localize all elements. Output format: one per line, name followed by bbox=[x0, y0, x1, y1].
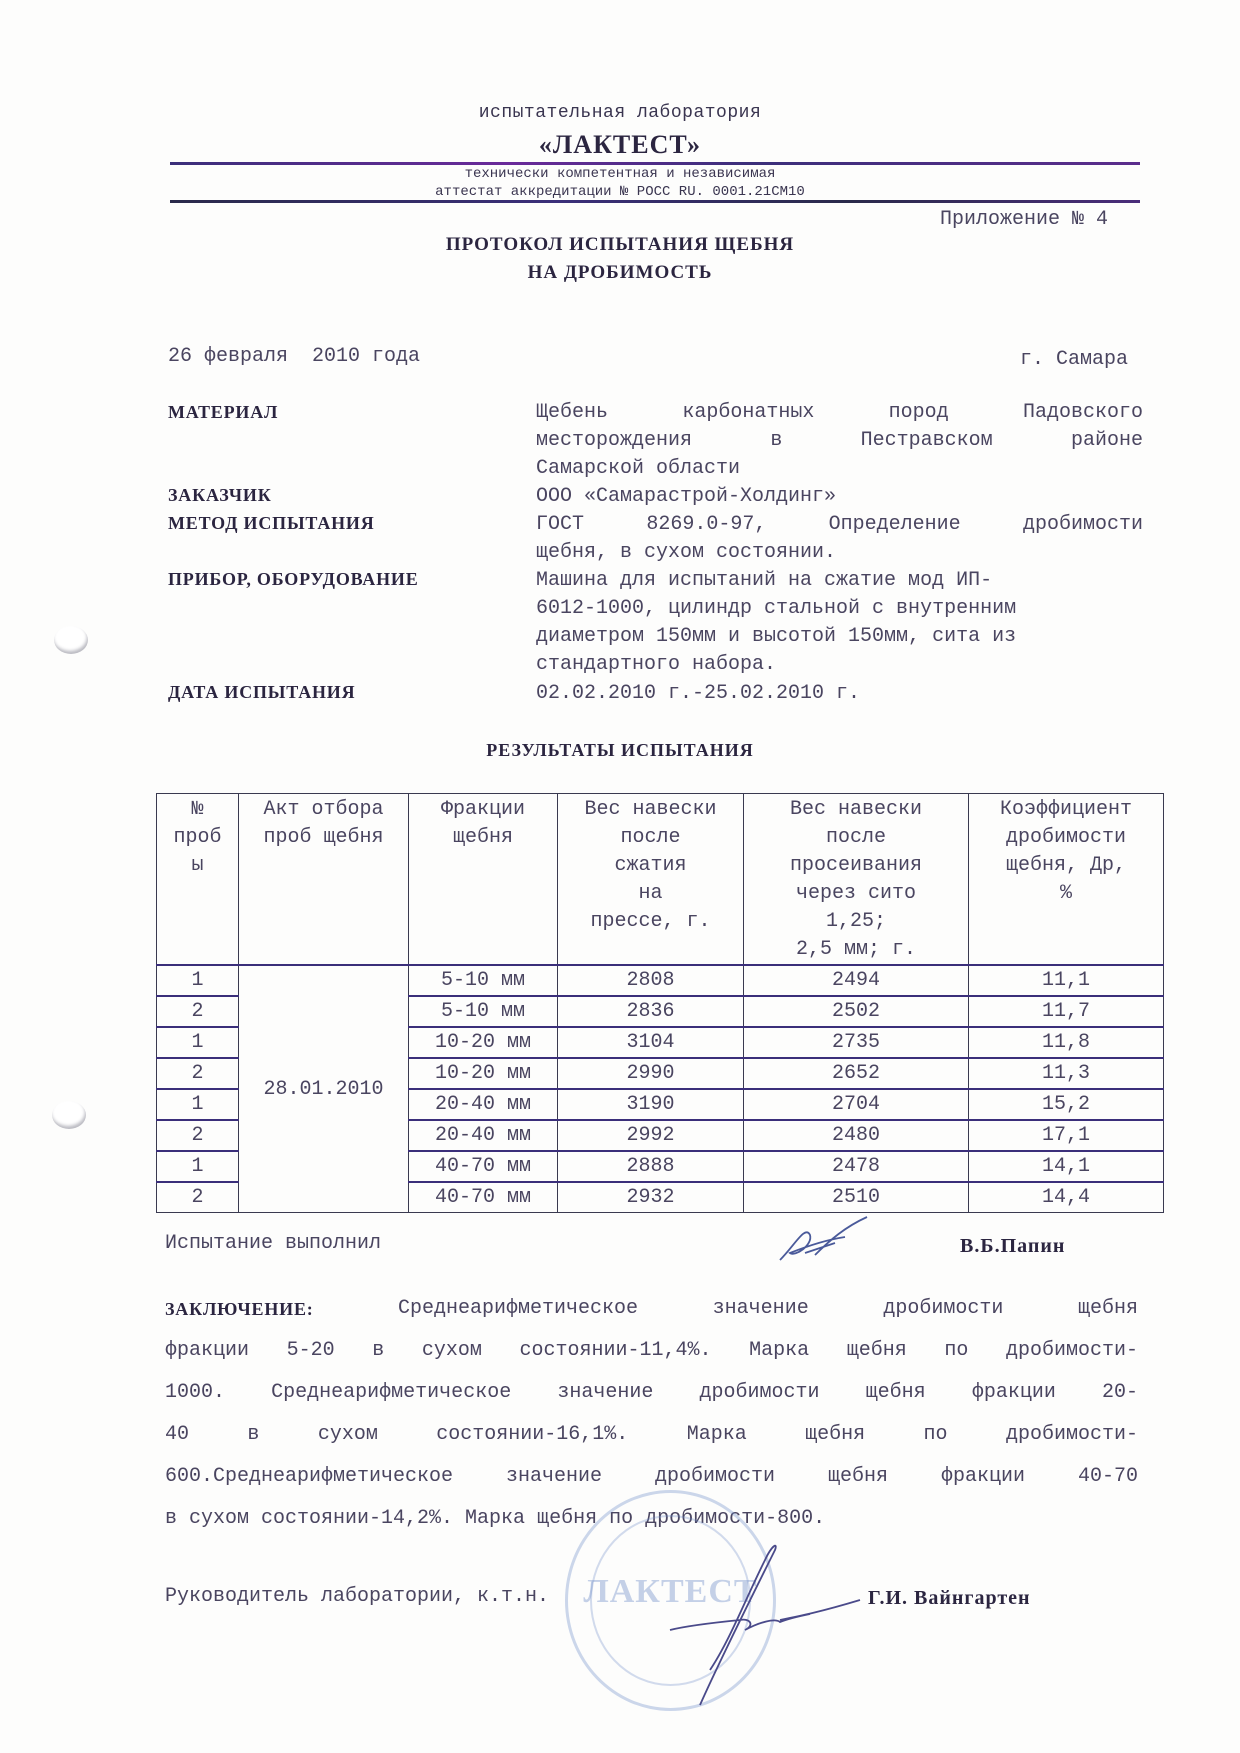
method-label: МЕТОД ИСПЫТАНИЯ bbox=[168, 513, 375, 533]
cell-weight-sieve: 2478 bbox=[744, 1151, 969, 1182]
cell-coefficient: 11,8 bbox=[969, 1027, 1164, 1058]
conclusion-line-2: фракции 5-20 в сухом состоянии-11,4%. Марка щебня по дробимости- bbox=[165, 1339, 1138, 1362]
cell-weight-press: 2932 bbox=[558, 1182, 744, 1213]
cell-fraction: 5-10 мм bbox=[409, 965, 558, 996]
col-header-sample-no bbox=[157, 794, 239, 966]
header-text: через сито bbox=[795, 882, 917, 905]
cell-weight-sieve: 2735 bbox=[744, 1027, 969, 1058]
header-text: после bbox=[620, 826, 681, 849]
equipment-label: ПРИБОР, ОБОРУДОВАНИЕ bbox=[168, 569, 419, 589]
col-header-weight-after-press bbox=[558, 794, 744, 966]
cell-fraction: 20-40 мм bbox=[409, 1089, 558, 1120]
cell-fraction: 10-20 мм bbox=[409, 1027, 558, 1058]
method-line-1: ГОСТ 8269.0-97, Определение дробимости bbox=[536, 513, 1143, 536]
cell-weight-press: 3104 bbox=[558, 1027, 744, 1058]
header-text: Фракции bbox=[440, 798, 525, 821]
conclusion-line-4: 40 в сухом состоянии-16,1%. Марка щебня по дробимости- bbox=[165, 1423, 1138, 1446]
conclusion-line-6: в сухом состоянии-14,2%. Марка щебня по дробимости-800. bbox=[165, 1507, 826, 1530]
document-title-line1: ПРОТОКОЛ ИСПЫТАНИЯ ЩЕБНЯ bbox=[445, 234, 795, 255]
col-header-act bbox=[239, 794, 409, 966]
cell-weight-press: 2836 bbox=[558, 996, 744, 1027]
cell-weight-press: 2888 bbox=[558, 1151, 744, 1182]
cell-fraction: 20-40 мм bbox=[409, 1120, 558, 1151]
cell-weight-sieve: 2510 bbox=[744, 1182, 969, 1213]
header-text: после bbox=[825, 826, 886, 849]
material-line-1: Щебень карбонатных пород Падовского bbox=[536, 401, 1143, 424]
col-header-fraction bbox=[409, 794, 558, 966]
table-header-row bbox=[157, 794, 1164, 966]
header-text: щебня bbox=[452, 826, 513, 849]
appendix-number: Приложение № 4 bbox=[939, 208, 1108, 231]
header-text: проб щебня bbox=[263, 826, 384, 849]
cell-coefficient: 11,1 bbox=[969, 965, 1164, 996]
header-text: Вес навески bbox=[789, 798, 923, 821]
cell-weight-press: 3190 bbox=[558, 1089, 744, 1120]
header-text: дробимости bbox=[1005, 826, 1127, 849]
lab-brand-name: «ЛАКТЕСТ» bbox=[538, 130, 702, 159]
header-text: на bbox=[638, 882, 663, 905]
method-line-2: щебня, в сухом состоянии. bbox=[536, 541, 837, 564]
cell-weight-press: 2990 bbox=[558, 1058, 744, 1089]
cell-sample-no: 1 bbox=[157, 1151, 239, 1182]
letterhead-rule-bottom bbox=[170, 200, 1140, 203]
equipment-value bbox=[536, 567, 1143, 679]
equipment-line-2: 6012-1000, цилиндр стальной с внутренним bbox=[536, 597, 1017, 620]
header-text: просеивания bbox=[789, 854, 923, 877]
head-of-lab-label: Руководитель лаборатории, к.т.н. bbox=[165, 1585, 550, 1608]
cell-weight-sieve: 2652 bbox=[744, 1058, 969, 1089]
cell-coefficient: 14,1 bbox=[969, 1151, 1164, 1182]
cell-fraction: 40-70 мм bbox=[409, 1151, 558, 1182]
header-text: 2,5 мм; г. bbox=[795, 938, 917, 961]
cell-sample-no: 1 bbox=[157, 965, 239, 996]
equipment-line-3: диаметром 150мм и высотой 150мм, сита из bbox=[536, 625, 1017, 648]
header-text: % bbox=[1059, 882, 1072, 905]
signature-icon bbox=[775, 1215, 875, 1265]
cell-coefficient: 11,3 bbox=[969, 1058, 1164, 1089]
header-text: Акт отбора bbox=[263, 798, 384, 821]
lab-type-line: испытательная лаборатория bbox=[478, 103, 762, 123]
conclusion-line-5: 600.Среднеарифметическое значение дробимости щебня фракции 40-70 bbox=[165, 1465, 1138, 1488]
material-label: МАТЕРИАЛ bbox=[168, 402, 279, 422]
customer-value: ООО «Самарастрой-Холдинг» bbox=[536, 485, 837, 508]
cell-sample-no: 2 bbox=[157, 996, 239, 1027]
test-date-value: 02.02.2010 г.-25.02.2010 г. bbox=[536, 682, 861, 705]
stamp-text: ЛАКТЕСТ bbox=[583, 1573, 758, 1610]
cell-fraction: 5-10 мм bbox=[409, 996, 558, 1027]
document-date: 26 февраля 2010 года bbox=[168, 345, 421, 368]
cell-act-date: 28.01.2010 bbox=[239, 965, 409, 1213]
cell-weight-sieve: 2502 bbox=[744, 996, 969, 1027]
cell-sample-no: 2 bbox=[157, 1120, 239, 1151]
head-signature-icon bbox=[660, 1530, 870, 1710]
header-text: щебня, Др, bbox=[1005, 854, 1127, 877]
equipment-line-4: стандартного набора. bbox=[536, 653, 777, 676]
cell-fraction: 10-20 мм bbox=[409, 1058, 558, 1089]
cell-weight-press: 2808 bbox=[558, 965, 744, 996]
header-text: Вес навески bbox=[584, 798, 717, 821]
results-table bbox=[156, 793, 1164, 1213]
equipment-line-1: Машина для испытаний на сжатие мод ИП- bbox=[536, 569, 993, 592]
cell-weight-sieve: 2480 bbox=[744, 1120, 969, 1151]
hole-punch-bottom bbox=[52, 1101, 86, 1129]
header-text: прессе, г. bbox=[590, 910, 711, 933]
cell-sample-no: 2 bbox=[157, 1058, 239, 1089]
material-line-2: месторождения в Пестравском районе bbox=[536, 429, 1143, 452]
cell-weight-sieve: 2494 bbox=[744, 965, 969, 996]
header-text: Коэффициент bbox=[999, 798, 1133, 821]
conclusion-line-1 bbox=[165, 1288, 1138, 1330]
customer-label: ЗАКАЗЧИК bbox=[168, 485, 272, 505]
material-line-3: Самарской области bbox=[536, 457, 741, 480]
cell-coefficient: 15,2 bbox=[969, 1089, 1164, 1120]
accreditation-line: аттестат аккредитации № РОСС RU. 0001.21СМ10 bbox=[435, 184, 805, 200]
performed-by-label: Испытание выполнил bbox=[165, 1232, 382, 1255]
lab-tagline: технически компетентная и независимая bbox=[464, 166, 776, 182]
performed-by-name: В.Б.Папин bbox=[960, 1235, 1066, 1257]
conclusion-text-1: Среднеарифметическое значение дробимости щебня bbox=[398, 1297, 1138, 1320]
cell-coefficient: 17,1 bbox=[969, 1120, 1164, 1151]
material-value bbox=[536, 399, 1143, 483]
header-text: ы bbox=[191, 854, 204, 877]
conclusion-label: ЗАКЛЮЧЕНИЕ: bbox=[165, 1299, 314, 1319]
cell-weight-press: 2992 bbox=[558, 1120, 744, 1151]
cell-coefficient: 14,4 bbox=[969, 1182, 1164, 1213]
method-value bbox=[536, 511, 1143, 567]
document-city: г. Самара bbox=[1019, 348, 1128, 371]
letterhead-rule-top bbox=[170, 162, 1140, 165]
document-title-line2: НА ДРОБИМОСТЬ bbox=[527, 262, 713, 283]
cell-sample-no: 2 bbox=[157, 1182, 239, 1213]
col-header-coefficient bbox=[969, 794, 1164, 966]
head-of-lab-name: Г.И. Вайнгартен bbox=[868, 1587, 1031, 1609]
table-row bbox=[157, 965, 1164, 996]
cell-weight-sieve: 2704 bbox=[744, 1089, 969, 1120]
conclusion-line-3: 1000. Среднеарифметическое значение дробимости щебня фракции 20- bbox=[165, 1381, 1138, 1404]
hole-punch-top bbox=[54, 626, 88, 654]
cell-sample-no: 1 bbox=[157, 1027, 239, 1058]
test-date-label: ДАТА ИСПЫТАНИЯ bbox=[168, 682, 356, 702]
header-text: № bbox=[191, 798, 204, 821]
header-text: 1,25; bbox=[825, 910, 886, 933]
results-heading: РЕЗУЛЬТАТЫ ИСПЫТАНИЯ bbox=[486, 740, 754, 760]
header-text: проб bbox=[173, 826, 222, 849]
header-text: сжатия bbox=[614, 854, 687, 877]
cell-fraction: 40-70 мм bbox=[409, 1182, 558, 1213]
cell-coefficient: 11,7 bbox=[969, 996, 1164, 1027]
cell-sample-no: 1 bbox=[157, 1089, 239, 1120]
col-header-weight-after-sieve bbox=[744, 794, 969, 966]
